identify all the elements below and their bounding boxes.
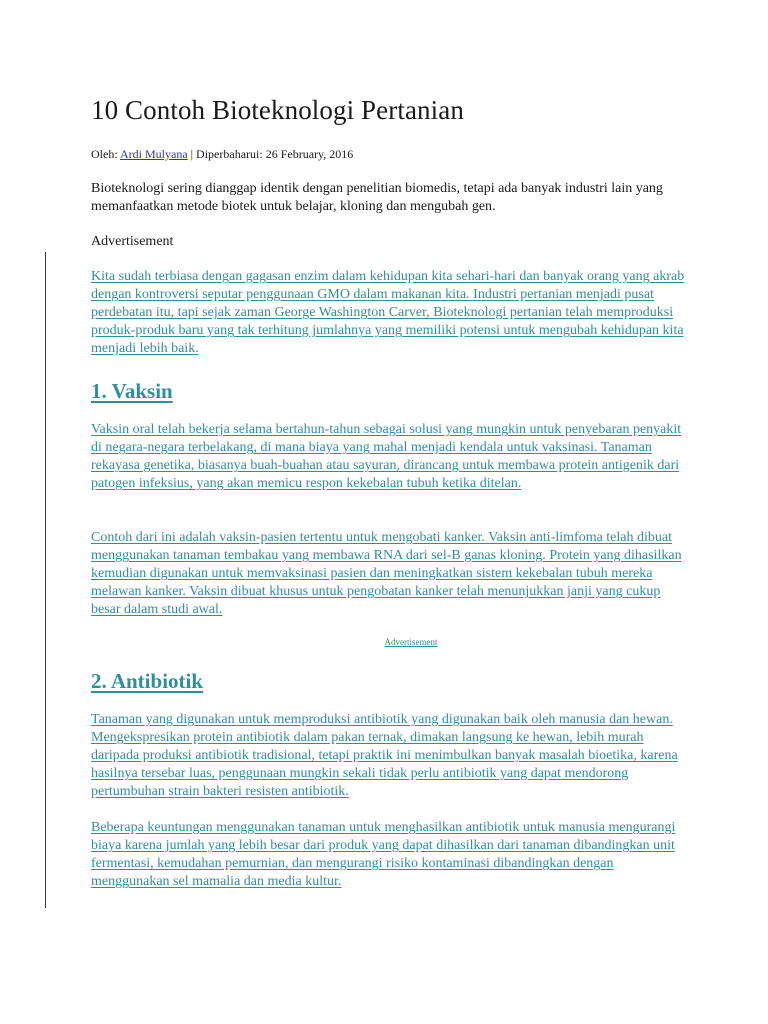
antibiotik-paragraph-2[interactable]: Beberapa keuntungan menggunakan tanaman untuk menghasilkan antibiotik untuk manusia mengurangi biaya karena jumlah yang lebih besar dari produk yang dapat dihasilkan dari tanaman dibandingkan unit fermentasi, kemudahan pemurnian, dan mengurangi risiko kontaminasi dibandingkan dengan menggunakan sel mamalia dan media kultur. [91,820,676,889]
byline-prefix: Oleh: [91,147,120,161]
intro-paragraph: Bioteknologi sering dianggap identik dengan penelitian biomedis, tetapi ada banyak industri lain yang memanfaatkan metode biotek untuk belajar, kloning dan mengubah gen. [91,181,663,214]
byline-updated: | Diperbaharui: 26 February, 2016 [187,147,354,161]
section-heading-vaksin[interactable]: 1. Vaksin [91,379,173,403]
author-link[interactable]: Ardi Mulyana [120,147,188,161]
byline [91,146,353,162]
antibiotik-paragraph-1[interactable]: Tanaman yang digunakan untuk memproduksi antibiotik yang digunakan baik oleh manusia dan hewan. Mengekspresikan protein antibiotik dalam pakan ternak, dimakan langsung ke hewan, lebih murah daripada produksi antibiotik tradisional, tetapi praktik ini menimbulkan banyak masalah bioetika, karena hasilnya tersebar luas, penggunaan mungkin sekali tidak perlu antibiotik yang dapat mendorong pertumbuhan strain bakteri resisten antibiotik. [91,712,678,799]
inline-advertisement-link[interactable]: Advertisement [384,637,438,647]
page-margin-rule [45,252,46,908]
article-title: 10 Contoh Bioteknologi Pertanian [91,95,464,125]
lead-link-paragraph[interactable]: Kita sudah terbiasa dengan gagasan enzim dalam kehidupan kita sehari-hari dan banyak orang yang akrab dengan kontroversi seputar penggunaan GMO dalam makanan kita. Industri pertanian menjadi pusat perdebatan itu, tapi sejak zaman George Washington Carver, Bioteknologi pertanian telah memproduksi produk-produk baru yang tak terhitung jumlahnya yang memiliki potensi untuk mengubah kehidupan kita menjadi lebih baik. [91,269,685,356]
vaksin-paragraph-1[interactable]: Vaksin oral telah bekerja selama bertahun-tahun sebagai solusi yang mungkin untuk penyebaran penyakit di negara-negara terbelakang, di mana biaya yang mahal menjadi kendala untuk vaksinasi. Tanaman rekayasa genetika, biasanya buah-buahan atau sayuran, dirancang untuk membawa protein antigenik dari patogen infeksius, yang akan memicu respon kekebalan tubuh ketika ditelan. [91,422,682,491]
section-heading-antibiotik[interactable]: 2. Antibiotik [91,669,204,693]
advertisement-label: Advertisement [91,234,174,249]
vaksin-paragraph-2[interactable]: Contoh dari ini adalah vaksin-pasien tertentu untuk mengobati kanker. Vaksin anti-limfoma telah dibuat menggunakan tanaman tembakau yang membawa RNA dari sel-B ganas kloning. Protein yang dihasilkan kemudian digunakan untuk memvaksinasi pasien dan meningkatkan sistem kekebalan tubuh mereka melawan kanker. Vaksin dibuat khusus untuk pengobatan kanker telah menunjukkan janji yang cukup besar dalam studi awal. [91,530,682,617]
